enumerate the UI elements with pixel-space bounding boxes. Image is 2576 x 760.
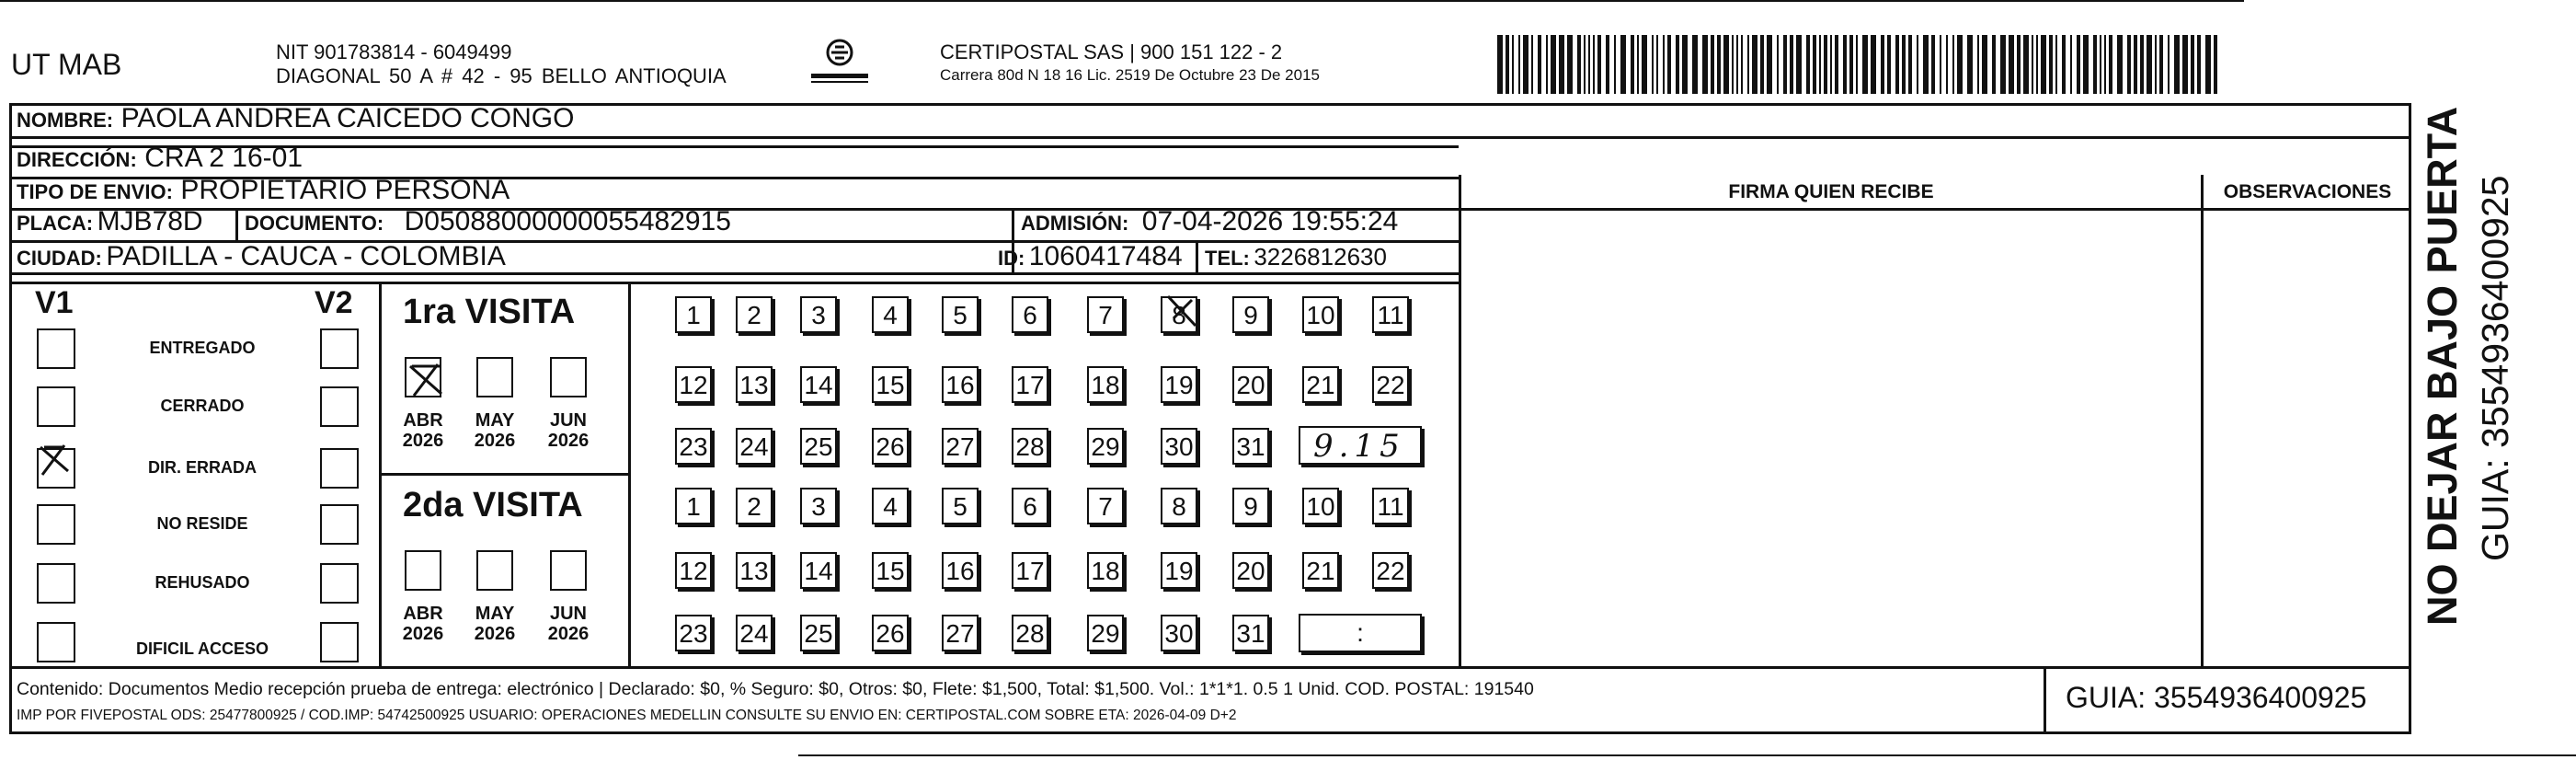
day-box-second[interactable]: 9 <box>1232 488 1269 524</box>
barcode-bar <box>1752 35 1757 94</box>
month-label: JUN <box>549 410 587 431</box>
barcode-bar <box>1577 35 1581 94</box>
day-box-second[interactable]: 24 <box>736 615 773 651</box>
day-box-second[interactable]: 28 <box>1012 615 1048 651</box>
day-box-second[interactable]: 18 <box>1087 552 1124 589</box>
barcode-bar <box>1881 35 1884 94</box>
v1-label: V1 <box>35 285 74 320</box>
barcode-bar <box>1741 35 1743 94</box>
barcode-bar <box>2036 35 2038 94</box>
status-label: REHUSADO <box>155 573 250 592</box>
barcode-bar <box>1796 35 1802 94</box>
day-box-first[interactable]: 1 <box>675 296 712 333</box>
barcode-bar <box>1967 35 1973 94</box>
barcode-bar <box>1682 35 1688 94</box>
barcode-bar <box>1856 35 1858 94</box>
barcode-bar <box>1606 35 1609 94</box>
status-label: DIR. ERRADA <box>147 458 257 477</box>
barcode-bar <box>1813 35 1816 94</box>
barcode-bar <box>2041 35 2046 94</box>
barcode-bar <box>1567 35 1573 94</box>
barcode-bar <box>1902 35 1906 94</box>
day-box-first[interactable]: 8 <box>1161 296 1197 333</box>
barcode-bar <box>2205 35 2211 94</box>
month-label: MAY <box>475 410 515 431</box>
day-box-first[interactable]: 19 <box>1161 366 1197 403</box>
barcode-bar <box>2134 35 2137 94</box>
day-box-second[interactable]: 19 <box>1161 552 1197 589</box>
second-visit-title: 2da VISITA <box>403 486 583 524</box>
certipostal-license: Carrera 80d N 18 16 Lic. 2519 De Octubre 23 De 2015 <box>940 66 1320 84</box>
documento-label: DOCUMENTO: <box>245 212 384 235</box>
tipo-envio-label: TIPO DE ENVIO: <box>17 180 173 203</box>
barcode-bar <box>1940 35 1941 94</box>
barcode-bar <box>1614 35 1616 94</box>
barcode-bar <box>1497 35 1503 94</box>
day-box-first[interactable]: 5 <box>942 296 979 333</box>
barcode-bar <box>1819 35 1821 94</box>
barcode-bar <box>2182 35 2188 94</box>
first-visit-title: 1ra VISITA <box>403 293 576 331</box>
barcode-bar <box>2117 35 2123 94</box>
barcode-bar <box>1747 35 1749 94</box>
day-box-first[interactable]: 13 <box>736 366 773 403</box>
day-box-second[interactable]: 13 <box>736 552 773 589</box>
barcode-bar <box>1895 35 1899 94</box>
second-visit-time-box <box>1299 614 1422 652</box>
day-box-second[interactable]: 3 <box>800 488 837 524</box>
status-label: DIFICIL ACCESO <box>135 639 269 658</box>
barcode-bar <box>2104 35 2106 94</box>
barcode-bar <box>1588 35 1590 94</box>
barcode-bar <box>2100 35 2101 94</box>
day-box-first[interactable]: 25 <box>800 428 837 465</box>
day-box-first[interactable]: 30 <box>1161 428 1197 465</box>
imp-line: IMP POR FIVEPOSTAL ODS: 25477800925 / COD.IMP: 54742500925 USUARIO: OPERACIONES MEDELLIN CONSULTE SU ENVIO EN: CERTIPOSTAL.COM SOBRE ETA: 2026-04-09 D+2 <box>17 708 1237 723</box>
barcode-bar <box>1518 35 1520 94</box>
content-line: Contenido: Documentos Medio recepción prueba de entrega: electrónico | Declarado: $0, % Seguro: $0, Otros: $0, Flete: $1,500, Total: $1,500. Vol.: 1*1*1. 0.5 1 Unid. COD. POSTAL: 191540 <box>17 679 1534 699</box>
barcode-bar <box>1667 35 1671 94</box>
month-label: MAY <box>475 604 515 624</box>
barcode-bar <box>2197 35 2201 94</box>
barcode-bar <box>2049 35 2053 94</box>
month-year: 2026 <box>474 431 516 451</box>
barcode-bar <box>2140 35 2144 94</box>
day-box-second[interactable]: 22 <box>1372 552 1409 589</box>
tel-value: 3226812630 <box>1254 243 1387 271</box>
barcode-bar <box>1676 35 1679 94</box>
day-box-first[interactable]: 23 <box>675 428 712 465</box>
tel-label: TEL: <box>1205 247 1250 270</box>
month-label: ABR <box>403 604 443 624</box>
month-label: ABR <box>403 410 443 431</box>
id-label: ID: <box>998 247 1025 270</box>
barcode-bar <box>1732 35 1734 94</box>
company-name: UT MAB <box>11 48 122 81</box>
barcode-bar <box>1642 35 1647 94</box>
day-box-second[interactable]: 23 <box>675 615 712 651</box>
status-label: ENTREGADO <box>149 339 256 357</box>
barcode-bar <box>1830 35 1832 94</box>
barcode-bar <box>1559 35 1564 94</box>
barcode-bar <box>1652 35 1654 94</box>
barcode-bar <box>1631 35 1634 94</box>
day-box-first[interactable]: 14 <box>800 366 837 403</box>
day-box-second[interactable]: 14 <box>800 552 837 589</box>
footer-guia: GUIA: 3554936400925 <box>2066 681 2367 714</box>
month-year: 2026 <box>474 624 516 644</box>
barcode-bar <box>1871 35 1876 94</box>
barcode-bar <box>2017 35 2021 94</box>
barcode-bar <box>1584 35 1586 94</box>
barcode-bar <box>2147 35 2152 94</box>
barcode-bar <box>1546 35 1548 94</box>
day-box-second[interactable]: 5 <box>942 488 979 524</box>
barcode-bar <box>2055 35 2057 94</box>
day-box-first[interactable]: 20 <box>1232 366 1269 403</box>
documento-value: D05088000000055482915 <box>404 206 731 236</box>
barcode-bar <box>2155 35 2157 94</box>
barcode-bar <box>1862 35 1868 94</box>
ciudad-value: PADILLA - CAUCA - COLOMBIA <box>106 241 506 271</box>
day-box-second[interactable]: 2 <box>736 488 773 524</box>
barcode-bar <box>1531 35 1533 94</box>
barcode-bar <box>1843 35 1847 94</box>
first-visit-time-box <box>1299 426 1422 465</box>
barcode-bar <box>1946 35 1948 94</box>
no-dejar-bajo-puerta: NO DEJAR BAJO PUERTA <box>2419 106 2466 626</box>
barcode-bar <box>1551 35 1556 94</box>
barcode-bar <box>2000 35 2006 94</box>
placa-value: MJB78D <box>97 206 203 236</box>
barcode-bar <box>2070 35 2072 94</box>
barcode-bar <box>1506 35 1509 94</box>
day-box-second[interactable]: 29 <box>1087 615 1124 651</box>
admision-value: 07-04-2026 19:55:24 <box>1141 206 1399 236</box>
day-box-first[interactable]: 22 <box>1372 366 1409 403</box>
day-box-second[interactable]: 11 <box>1372 488 1409 524</box>
barcode-bar <box>2191 35 2194 94</box>
barcode-bar <box>1717 35 1721 94</box>
barcode-bar <box>2023 35 2029 94</box>
month-year: 2026 <box>547 624 590 644</box>
day-box-first[interactable]: 10 <box>1302 296 1339 333</box>
barcode-bar <box>1917 35 1918 94</box>
barcode-bar <box>2077 35 2080 94</box>
day-box-second[interactable]: 17 <box>1012 552 1048 589</box>
barcode-bar <box>1977 35 1979 94</box>
day-box-first[interactable]: 18 <box>1087 366 1124 403</box>
status-label: CERRADO <box>160 397 245 415</box>
barcode-bar <box>2159 35 2163 94</box>
day-box-first[interactable]: 16 <box>942 366 979 403</box>
day-box-second[interactable]: 25 <box>800 615 837 651</box>
day-box-first[interactable]: 2 <box>736 296 773 333</box>
day-box-first[interactable]: 7 <box>1087 296 1124 333</box>
day-box-second[interactable]: 6 <box>1012 488 1048 524</box>
barcode-bar <box>1723 35 1729 94</box>
status-label: NO RESIDE <box>156 514 248 533</box>
admision-label: ADMISIÓN: <box>1021 212 1129 235</box>
barcode-bar <box>1887 35 1891 94</box>
day-box-first[interactable]: 9 <box>1232 296 1269 333</box>
day-box-second[interactable]: 12 <box>675 552 712 589</box>
day-box-first[interactable]: 6 <box>1012 296 1048 333</box>
day-box-first[interactable]: 21 <box>1302 366 1339 403</box>
day-box-first[interactable]: 28 <box>1012 428 1048 465</box>
side-guia: GUIA: 3554936400925 <box>2474 175 2516 561</box>
ciudad-label: CIUDAD: <box>17 247 102 270</box>
day-box-first[interactable]: 3 <box>800 296 837 333</box>
observaciones-header: OBSERVACIONES <box>2223 181 2392 202</box>
day-box-first[interactable]: 24 <box>736 428 773 465</box>
firma-header: FIRMA QUIEN RECIBE <box>1728 181 1934 202</box>
barcode-bar <box>1908 35 1912 94</box>
day-box-second[interactable]: 27 <box>942 615 979 651</box>
day-box-second[interactable]: 15 <box>872 552 909 589</box>
barcode-bar <box>1597 35 1601 94</box>
day-box-first[interactable]: 26 <box>872 428 909 465</box>
day-box-second[interactable]: 31 <box>1232 615 1269 651</box>
barcode-bar <box>1656 35 1658 94</box>
day-box-second[interactable]: 8 <box>1161 488 1197 524</box>
tipo-envio-value: PROPIETARIO PERSONA <box>180 175 510 205</box>
nombre-value: PAOLA ANDREA CAICEDO CONGO <box>120 103 575 133</box>
day-box-second[interactable]: 10 <box>1302 488 1339 524</box>
barcode-bar <box>2062 35 2066 94</box>
day-box-first[interactable]: 31 <box>1232 428 1269 465</box>
day-box-second[interactable]: 7 <box>1087 488 1124 524</box>
barcode-bar <box>2093 35 2097 94</box>
day-box-first[interactable]: 27 <box>942 428 979 465</box>
barcode-bar <box>1957 35 1963 94</box>
nit-line: NIT 901783814 - 6049499 <box>276 40 512 63</box>
day-box-second[interactable]: 20 <box>1232 552 1269 589</box>
barcode-bar <box>1702 35 1708 94</box>
day-box-first[interactable]: 29 <box>1087 428 1124 465</box>
day-box-first[interactable]: 15 <box>872 366 909 403</box>
barcode-bar <box>1767 35 1772 94</box>
day-box-second[interactable]: 30 <box>1161 615 1197 651</box>
time-separator: : <box>1357 618 1364 647</box>
barcode-bar <box>1637 35 1639 94</box>
barcode-bar <box>1923 35 1929 94</box>
barcode-bar <box>1663 35 1665 94</box>
barcode-bar <box>2083 35 2089 94</box>
barcode-bar <box>1760 35 1764 94</box>
barcode-bar <box>1736 35 1738 94</box>
direccion-label: DIRECCIÓN: <box>17 148 137 171</box>
certipostal-line: CERTIPOSTAL SAS | 900 151 122 - 2 <box>940 40 1283 63</box>
barcode-bar <box>1711 35 1714 94</box>
v2-label: V2 <box>315 285 353 320</box>
barcode-bar <box>1931 35 1935 94</box>
id-value: 1060417484 <box>1028 241 1183 271</box>
barcode-bar <box>2168 35 2170 94</box>
barcode-bar <box>2032 35 2033 94</box>
month-year: 2026 <box>402 431 444 451</box>
direccion-value: CRA 2 16-01 <box>144 143 303 173</box>
barcode-bar <box>1538 35 1541 94</box>
placa-label: PLACA: <box>17 212 94 235</box>
month-label: JUN <box>549 604 587 624</box>
day-box-first[interactable]: 11 <box>1372 296 1409 333</box>
barcode <box>1497 35 2224 94</box>
barcode-bar <box>2214 35 2217 94</box>
month-year: 2026 <box>547 431 590 451</box>
day-box-first[interactable]: 4 <box>872 296 909 333</box>
barcode-bar <box>1849 35 1853 94</box>
day-box-second[interactable]: 16 <box>942 552 979 589</box>
barcode-bar <box>1824 35 1827 94</box>
day-box-second[interactable]: 21 <box>1302 552 1339 589</box>
barcode-bar <box>2174 35 2180 94</box>
barcode-bar <box>1992 35 1996 94</box>
barcode-bar <box>1593 35 1595 94</box>
day-box-first[interactable]: 17 <box>1012 366 1048 403</box>
barcode-bar <box>1835 35 1838 94</box>
barcode-bar <box>1620 35 1626 94</box>
barcode-bar <box>1692 35 1698 94</box>
address-line: DIAGONAL 50 A # 42 - 95 BELLO ANTIOQUIA <box>276 64 727 87</box>
barcode-bar <box>2127 35 2131 94</box>
barcode-bar <box>2109 35 2112 94</box>
barcode-bar <box>1777 35 1779 94</box>
barcode-bar <box>1512 35 1514 94</box>
day-box-second[interactable]: 1 <box>675 488 712 524</box>
barcode-bar <box>1952 35 1954 94</box>
day-box-second[interactable]: 26 <box>872 615 909 651</box>
day-box-second[interactable]: 4 <box>872 488 909 524</box>
barcode-bar <box>1523 35 1528 94</box>
barcode-bar <box>1790 35 1793 94</box>
handwritten-time: 9.15 <box>1313 428 1405 465</box>
month-year: 2026 <box>402 624 444 644</box>
nombre-label: NOMBRE: <box>17 109 114 132</box>
barcode-bar <box>1982 35 1987 94</box>
day-box-first[interactable]: 12 <box>675 366 712 403</box>
barcode-bar <box>2009 35 2014 94</box>
barcode-bar <box>1806 35 1810 94</box>
barcode-bar <box>1783 35 1787 94</box>
